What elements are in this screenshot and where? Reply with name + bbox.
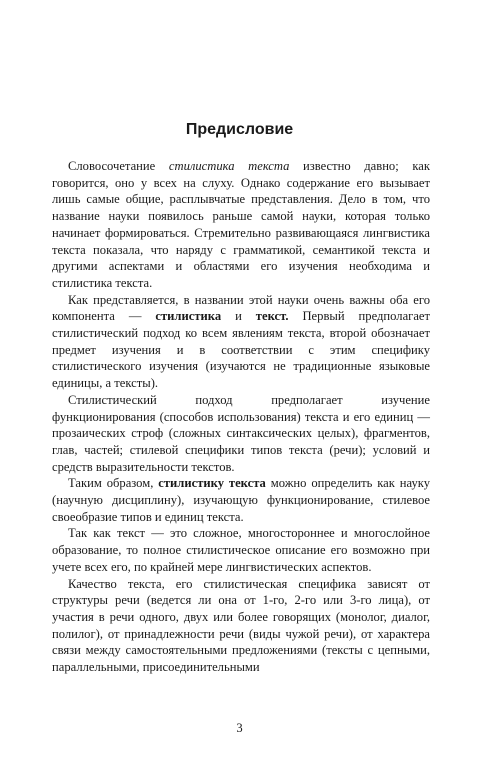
paragraph-2-text-and: и (221, 309, 256, 324)
paragraph-2-text-cont: Первый предполагает стилистический подход ко всем явлениям текста, второй обозначает предмет изучения и в соответствии с этим специфику стилистического изучения (изучаются не традиционные языковые единицы, а тексты). (52, 309, 431, 391)
paragraph-3-text: Стилистический подход предполагает изучение функционирования (способов использования) текста и его единиц — прозаических строф (сложных синтаксических целых), фрагментов, глав, частей; стилевой специфики типов текста (речи); условий и средств выразительности текстов. (52, 392, 430, 474)
paragraph-4 (52, 475, 430, 525)
paragraph-2-bold-term-1: стилистика (155, 309, 222, 324)
paragraph-5 (52, 525, 430, 575)
paragraph-5-text: Так как текст — это сложное, многостороннее и многослойное образование, то полное стилистическое описание его возможно при учете всех его, по крайней мере лингвистических аспектов. (52, 526, 430, 574)
paragraph-2-text: Как представляется, в названии этой науки очень важны оба его компонента — (52, 292, 430, 324)
page-heading: Предисловие (185, 121, 294, 138)
paragraph-1-text: Словосочетание (68, 159, 169, 173)
paragraph-6-text: Качество текста, его стилистическая специфика зависят от структуры речи (ведется ли она от 1-го, 2-го или 3-го лица), от участия в речи одного, двух или более говорящих (монолог, диалог, полилог), от принадлежности речи (виды чужой речи), от характера связи между самостоятельными предложениями (тексты с цепными, параллельными, присоединительными (52, 576, 430, 675)
page-number: 3 (236, 721, 243, 735)
paragraph-6 (52, 576, 430, 676)
paragraph-2-bold-term-2: текст. (255, 309, 289, 324)
paragraph-2 (52, 292, 430, 392)
paragraph-3 (52, 392, 430, 476)
paragraph-4-bold-term: стилистику текста (158, 476, 266, 491)
paragraph-4-text: Таким образом, (68, 476, 159, 491)
paragraph-1-italic-term: стилистика текста (168, 159, 290, 173)
paragraph-1-text-cont: известно давно; как говорится, оно у всех на слуху. Однако содержание его вызывает лишь самые общие, расплывчатые представления. Дело в том, что название науки появилось раньше самой науки, которая только начинает формироваться. Стремительно развивающаяся лингвистика текста показала, что наряду с грамматикой, семантикой текста и другими аспектами и областями его изучения необходима и стилистика текста. (52, 159, 430, 290)
paragraph-1 (52, 158, 430, 292)
body-text (52, 158, 430, 676)
paragraph-4-text-cont: можно определить как науку (научную дисциплину), изучающую функционирование, стилевое своеобразие типов и единиц текста. (52, 476, 431, 524)
